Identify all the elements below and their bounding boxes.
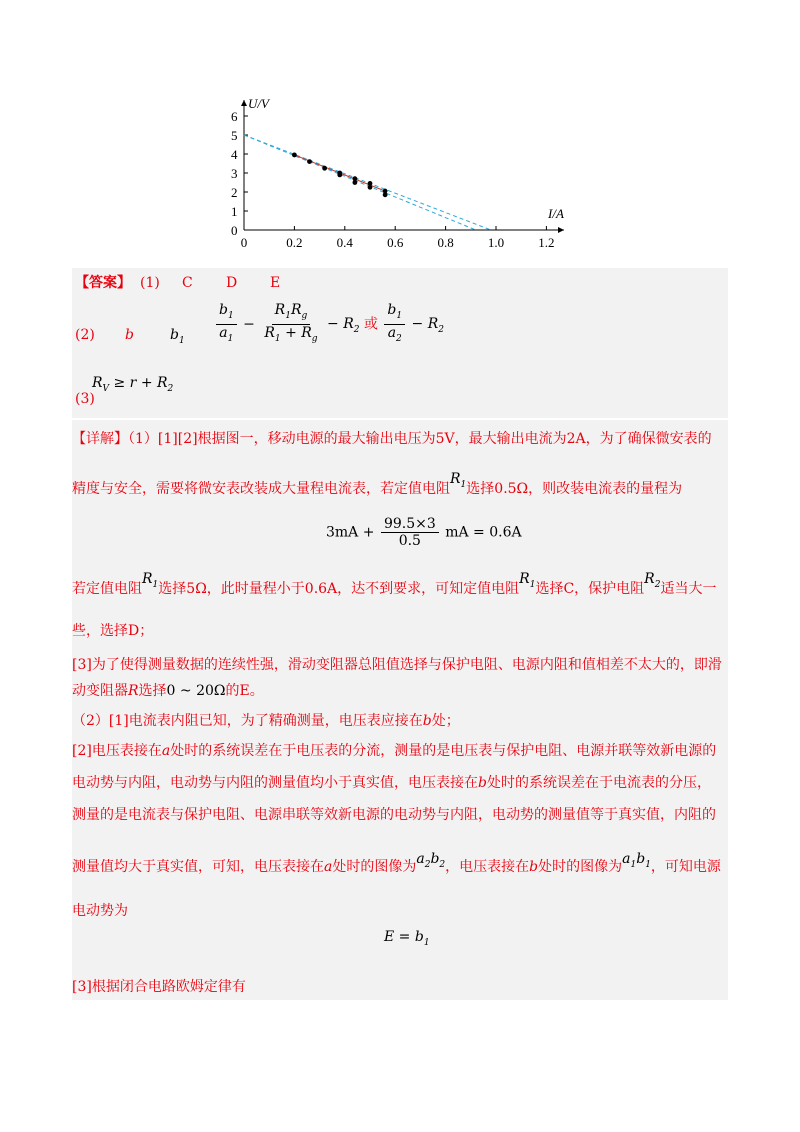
detail-line13: [3]根据闭合电路欧姆定律有 xyxy=(72,979,246,995)
y-tick-label: 3 xyxy=(231,166,238,181)
detail-line8: [2]电压表接在a处时的系统误差在于电压表的分流，测量的是电压表与保护电阻、电源并联等效新电源的 xyxy=(72,743,717,759)
data-point xyxy=(352,180,357,185)
data-point xyxy=(337,173,342,178)
detail-line12: 电动势为 xyxy=(72,903,128,919)
answer-p3-formula: $R_V \ge r + R_2$ xyxy=(92,375,174,394)
x-tick-label: 0.6 xyxy=(387,235,404,250)
answer-p1-d: D xyxy=(226,275,238,291)
x-tick-label: 1.0 xyxy=(487,235,505,250)
x-tick-label: 0.4 xyxy=(336,235,353,250)
x-axis-label: I/A xyxy=(548,206,564,221)
data-point xyxy=(292,153,297,158)
data-point xyxy=(383,192,388,197)
detail-line6: 动变阻器R选择0 ~ 20Ω的E。 xyxy=(72,683,264,699)
answer-p3-num: (3) xyxy=(75,391,95,407)
fit-line xyxy=(244,135,476,230)
data-point xyxy=(368,185,373,190)
y-tick-label: 5 xyxy=(231,128,238,143)
fit-lines xyxy=(244,135,491,230)
answer-tag: 【答案】 xyxy=(75,275,131,291)
answer-p2-b: b xyxy=(125,327,134,343)
answer-p2-num: (2) xyxy=(75,327,95,343)
equation-range: 3mA + $\frac{99.5\times 3}{0.5}$ mA = 0.6A xyxy=(326,516,522,549)
answer-p1-c: C xyxy=(182,275,193,291)
y-tick-label: 1 xyxy=(231,204,238,219)
y-tick-label: 6 xyxy=(231,109,238,124)
y-tick-label: 0 xyxy=(231,223,238,238)
or-text: 或 xyxy=(363,316,378,333)
detail-line3: 若定值电阻$R_1$选择5Ω，此时量程小于0.6A，达不到要求，可知定值电阻$R_1$选择C，保护电阻$R_2$适当大一 xyxy=(72,571,717,597)
detail-line10: 测量的是电流表与保护电阻、电源串联等效新电源的电动势与内阻，电动势的测量值等于真实值，内阻的 xyxy=(72,807,716,823)
equation-emf: $E = b_1$ xyxy=(384,929,430,948)
y-tick-label: 4 xyxy=(231,147,238,162)
detail-line2: 精度与安全，需要将微安表改装成大量程电流表，若定值电阻$R_1$选择0.5Ω，则改装电流表的量程为 xyxy=(72,471,683,497)
answer-p1-e: E xyxy=(270,275,281,291)
x-tick-label: 0 xyxy=(240,235,248,250)
x-tick-label: 1.2 xyxy=(538,235,555,250)
x-tick-label: 0.8 xyxy=(437,235,454,250)
answer-p2-formula: $\frac{b_1}{a_1}$ − $\frac{R_1R_g}{R_1 + R_g}$ − $R_2$ 或 $\frac{b_1}{a_2}$ − $R_2$ xyxy=(214,302,444,347)
detail-line4: 些，选择D； xyxy=(72,623,154,639)
data-point xyxy=(322,166,327,171)
y-tick-group xyxy=(231,109,248,238)
y-tick-label: 2 xyxy=(231,185,238,200)
detail-line7: （2）[1]电流表内阻已知，为了精确测量，电压表应接在b处； xyxy=(72,713,460,729)
detail-line1: 【详解】（1）[1][2]根据图一，移动电源的最大输出电压为5V，最大输出电流为2A，为了确保微安表的 xyxy=(72,431,712,447)
u-i-graph xyxy=(220,88,580,256)
y-axis-label: U/V xyxy=(248,96,269,111)
detail-line11: 测量值均大于真实值，可知，电压表接在a处时的图像为$a_2b_2$，电压表接在b处时的图像为$a_1b_1$，可知电源 xyxy=(72,851,721,875)
data-point xyxy=(307,159,312,164)
detail-line9: 电动势与内阻，电动势与内阻的测量值均小于真实值，电压表接在b处时的系统误差在于电流表的分压， xyxy=(72,775,711,791)
detail-line5: [3]为了使得测量数据的连续性强，滑动变阻器总阻值选择与保护电阻、电源内阻和值相差不太大的，即滑 xyxy=(72,657,722,673)
answer-p1-num: (1) xyxy=(140,275,160,291)
answer-p2-b1: $b_1$ xyxy=(170,327,185,346)
fit-line xyxy=(244,135,491,230)
x-tick-label: 0.2 xyxy=(286,235,303,250)
